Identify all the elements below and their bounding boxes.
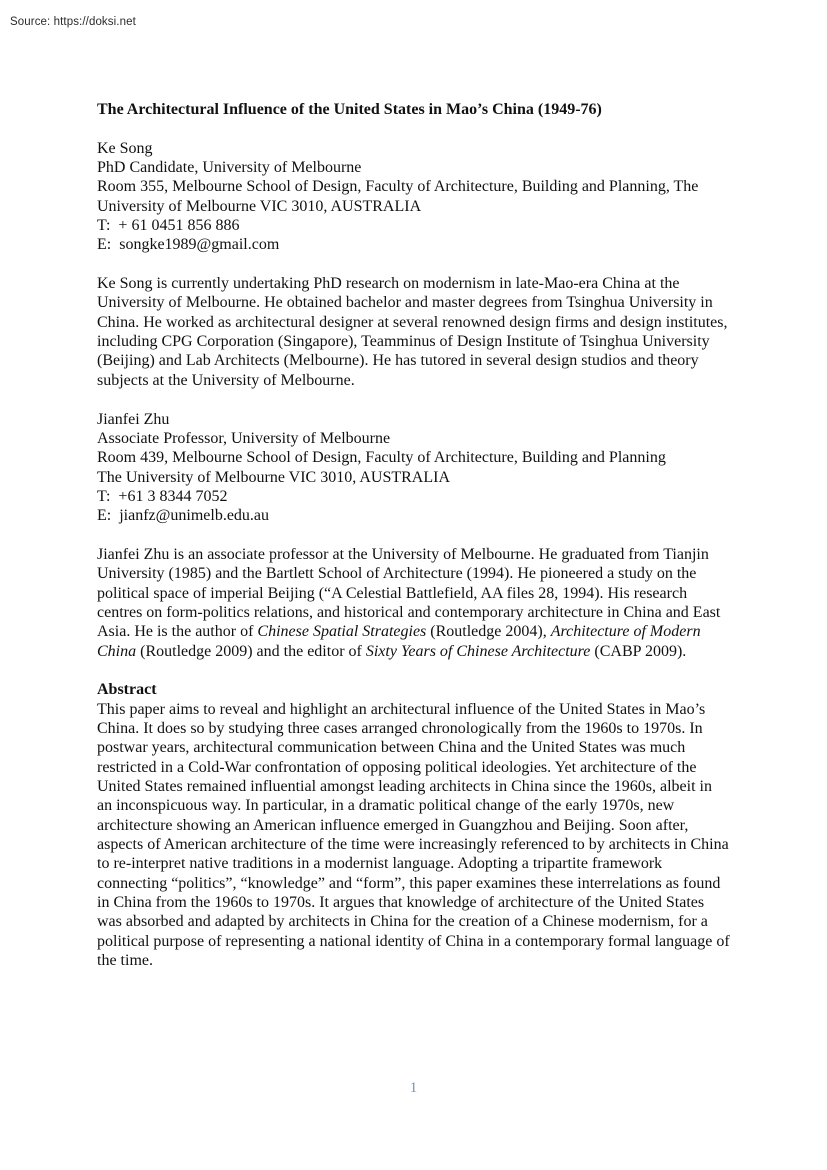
author-name: Ke Song [97, 139, 153, 157]
bio-text: (CABP 2009). [590, 642, 687, 660]
book-title: Sixty Years of Chinese Architecture [365, 642, 591, 660]
paper-content [97, 100, 731, 990]
abstract-text: This paper aims to reveal and highlight an architectural influence of the United States in Mao’s China. It does so by studying three cases arranged chronologically from the 1960s to 1970s. In postwar years, architectural communication between China and the United States was much restricted in a Cold-War confrontation of opposing political ideologies. Yet architecture of the United States remained influential amongst leading architects in China since the 1960s, albeit in an inconspicuous way. In particular, in a dramatic political change of the early 1970s, new architecture showing an American influence emerged in Guangzhou and Beijing. Soon after, aspects of American architecture of the time were increasingly referenced to by architects in China to re-interpret native traditions in a modernist language. Adopting a tripartite framework connecting “politics”, “knowledge” and “form”, this paper examines these interrelations as found in China from the 1960s to 1970s. It argues that knowledge of architecture of the United States was absorbed and adapted by architects in China for the creation of a Chinese modernism, for a political purpose of representing a national identity of China in a contemporary formal language of the time. [97, 700, 730, 970]
author-block-jianfei-zhu [97, 410, 731, 526]
author-phone: T: + 61 0451 856 886 [97, 217, 240, 235]
author-name: Jianfei Zhu [97, 410, 170, 428]
abstract-heading: Abstract [97, 681, 157, 699]
abstract-section [97, 680, 731, 970]
author-email: E: jianfz@unimelb.edu.au [97, 507, 270, 525]
author-phone: T: +61 3 8344 7052 [97, 487, 228, 505]
author-bio-jianfei-zhu [97, 545, 731, 661]
author-bio-ke-song: Ke Song is currently undertaking PhD research on modernism in late-Mao-era China at the University of Melbourne. He obtained bachelor and master degrees from Tsinghua University in China. He worked as architectural designer at several renowned design firms and design institutes, including CPG Corporation (Singapore), Teamminus of Design Institute of Tsinghua University (Beijing) and Lab Architects (Melbourne). He has tutored in several design studios and theory subjects at the University of Melbourne. [97, 275, 728, 389]
bio-text: (Routledge 2009) and the editor of [136, 642, 366, 660]
author-block-ke-song [97, 139, 731, 255]
author-position: Associate Professor, University of Melbourne [97, 429, 391, 447]
bio-text: Jianfei Zhu is an associate professor at the University of Melbourne. He graduated from Tianjin University (1985) and the Bartlett School of Architecture (1994). He pioneered a study on the political space of imperial Beijing (“A Celestial Battlefield, AA files 28, 1994). His research centres on form-politics relations, and historical and contemporary architecture in China and East Asia. He is the author of [97, 545, 721, 641]
author-address-line-2: University of Melbourne VIC 3010, AUSTRALIA [97, 197, 422, 215]
book-title: Architecture of Modern China [97, 623, 701, 660]
paper-title: The Architectural Influence of the United States in Mao’s China (1949-76) [97, 101, 602, 118]
bio-text: (Routledge 2004), [426, 623, 551, 641]
book-title: Chinese Spatial Strategies [257, 623, 427, 641]
source-url: Source: https://doksi.net [10, 16, 136, 28]
author-address-line-1: Room 355, Melbourne School of Design, Faculty of Architecture, Building and Planning, The [97, 178, 699, 196]
author-email: E: songke1989@gmail.com [97, 236, 280, 254]
author-address-line-1: Room 439, Melbourne School of Design, Faculty of Architecture, Building and Planning [97, 449, 666, 467]
page-number: 1 [409, 1080, 418, 1096]
author-position: PhD Candidate, University of Melbourne [97, 159, 362, 177]
author-address-line-2: The University of Melbourne VIC 3010, AUSTRALIA [97, 468, 450, 486]
